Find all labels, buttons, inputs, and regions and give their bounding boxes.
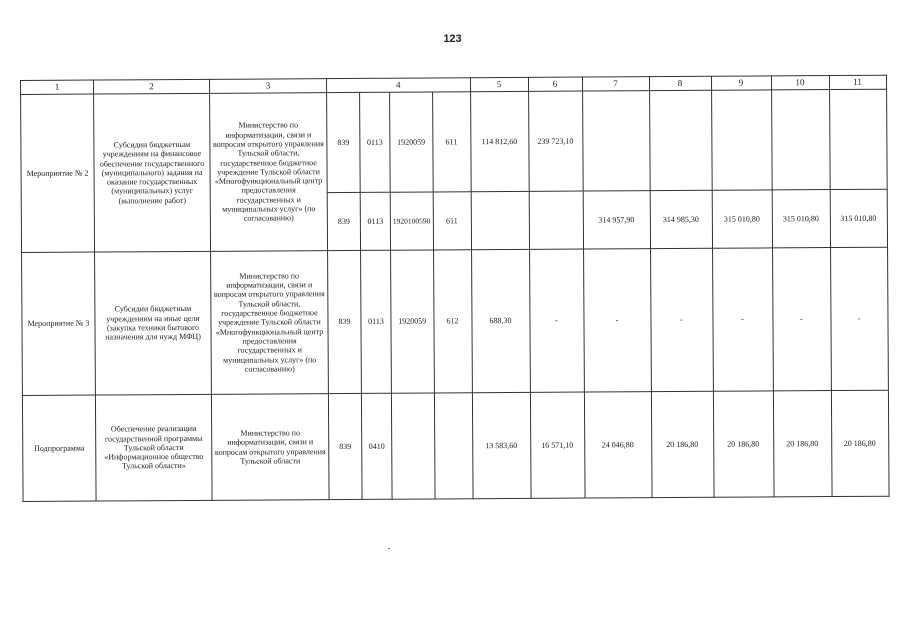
column-header: 8	[649, 76, 711, 90]
column-header: 10	[771, 76, 829, 90]
value-cell	[471, 191, 529, 249]
value-cell: 314 985,30	[650, 190, 712, 248]
column-header: 2	[94, 79, 210, 94]
csr-cell	[391, 393, 434, 499]
row-executor: Министерство по информатизации, связи и вопросам открытого управления Тульской области, государственное бюджетное учреждение Тульской области «Многофункциональный центр предоставления государственных и муниципальных услуг» (по согласованию)	[211, 251, 329, 395]
value-cell	[829, 89, 887, 189]
value-cell: 24 046,80	[584, 392, 652, 498]
column-header: 9	[711, 76, 771, 90]
value-cell: 20 186,80	[831, 390, 889, 496]
column-header: 5	[470, 77, 528, 91]
column-header: 6	[528, 77, 582, 91]
table-row	[22, 247, 888, 395]
row-executor: Министерство по информатизации, связи и вопросам открытого управления Тульской области, государственное бюджетное учреждение Тульской области «Многофункциональный центр предоставления государственных и муниципальных услуг» (по согласованию)	[210, 93, 328, 252]
row-name: Мероприятие № 3	[22, 252, 96, 395]
value-cell: 239 723,10	[528, 91, 583, 191]
value-cell: -	[772, 248, 831, 391]
csr-cell: 1920059	[390, 92, 433, 192]
value-cell: 315 010,80	[772, 190, 830, 248]
budget-table	[20, 75, 889, 502]
value-cell: 13 583,60	[472, 392, 531, 498]
row-description: Субсидии бюджетным учреждениям на иные цели (закупка техники бытового назначения для нужд МФЦ)	[95, 251, 212, 395]
value-cell: -	[712, 248, 773, 391]
vr-cell: 612	[433, 250, 472, 393]
vr-cell: 611	[432, 92, 471, 192]
csr-cell: 1920100590	[390, 192, 433, 250]
value-cell	[711, 90, 772, 190]
csr-cell: 1920059	[391, 250, 434, 393]
value-cell: 16 571,10	[530, 392, 585, 498]
column-header: 7	[582, 77, 649, 91]
grbs-cell: 839	[328, 250, 362, 393]
rzpr-cell: 0113	[360, 92, 391, 192]
row-name: Подпрограмма	[22, 395, 96, 501]
row-description: Обеспечение реализации государственной программы Тульской области «Информационное общество Тульской области»	[95, 394, 212, 501]
column-header: 3	[209, 79, 326, 94]
row-name: Мероприятие № 2	[21, 94, 95, 252]
value-cell	[649, 90, 712, 190]
column-header: 1	[21, 80, 94, 94]
table-row	[22, 390, 888, 501]
rzpr-cell: 0410	[361, 393, 392, 499]
value-cell: 314 957,90	[583, 191, 650, 249]
value-cell: 20 186,80	[713, 391, 774, 497]
row-executor: Министерство по информатизации, связи и вопросам открытого управления Тульской области	[211, 394, 329, 501]
value-cell: -	[529, 249, 584, 392]
value-cell: 20 186,80	[773, 391, 832, 497]
table-row	[21, 89, 887, 194]
value-cell: -	[650, 248, 713, 391]
scan-speck	[388, 548, 390, 549]
value-cell: 20 186,80	[651, 391, 714, 497]
value-cell: -	[583, 249, 651, 392]
value-cell: 688,30	[471, 249, 530, 392]
value-cell	[582, 91, 650, 191]
page-number: 123	[443, 33, 462, 45]
vr-cell: 611	[433, 192, 471, 250]
value-cell: 315 010,80	[712, 190, 772, 248]
rzpr-cell: 0113	[361, 250, 392, 393]
grbs-cell: 839	[328, 393, 362, 499]
value-cell: 114 812,60	[470, 91, 529, 191]
value-cell: 315 010,80	[830, 189, 887, 247]
column-header: 4	[326, 78, 470, 93]
value-cell	[529, 191, 583, 249]
vr-cell	[434, 393, 473, 499]
row-description: Субсидии бюджетным учреждениям на финансовое обеспечение государственного (муниципального) задания на оказание государственных (муниципальных) услуг (выполнение работ)	[94, 93, 211, 252]
rzpr-cell: 0113	[360, 192, 390, 250]
value-cell	[771, 90, 830, 190]
grbs-cell: 839	[327, 92, 361, 192]
column-header: 11	[829, 75, 886, 89]
grbs-cell: 839	[327, 192, 360, 250]
value-cell: -	[830, 247, 888, 390]
